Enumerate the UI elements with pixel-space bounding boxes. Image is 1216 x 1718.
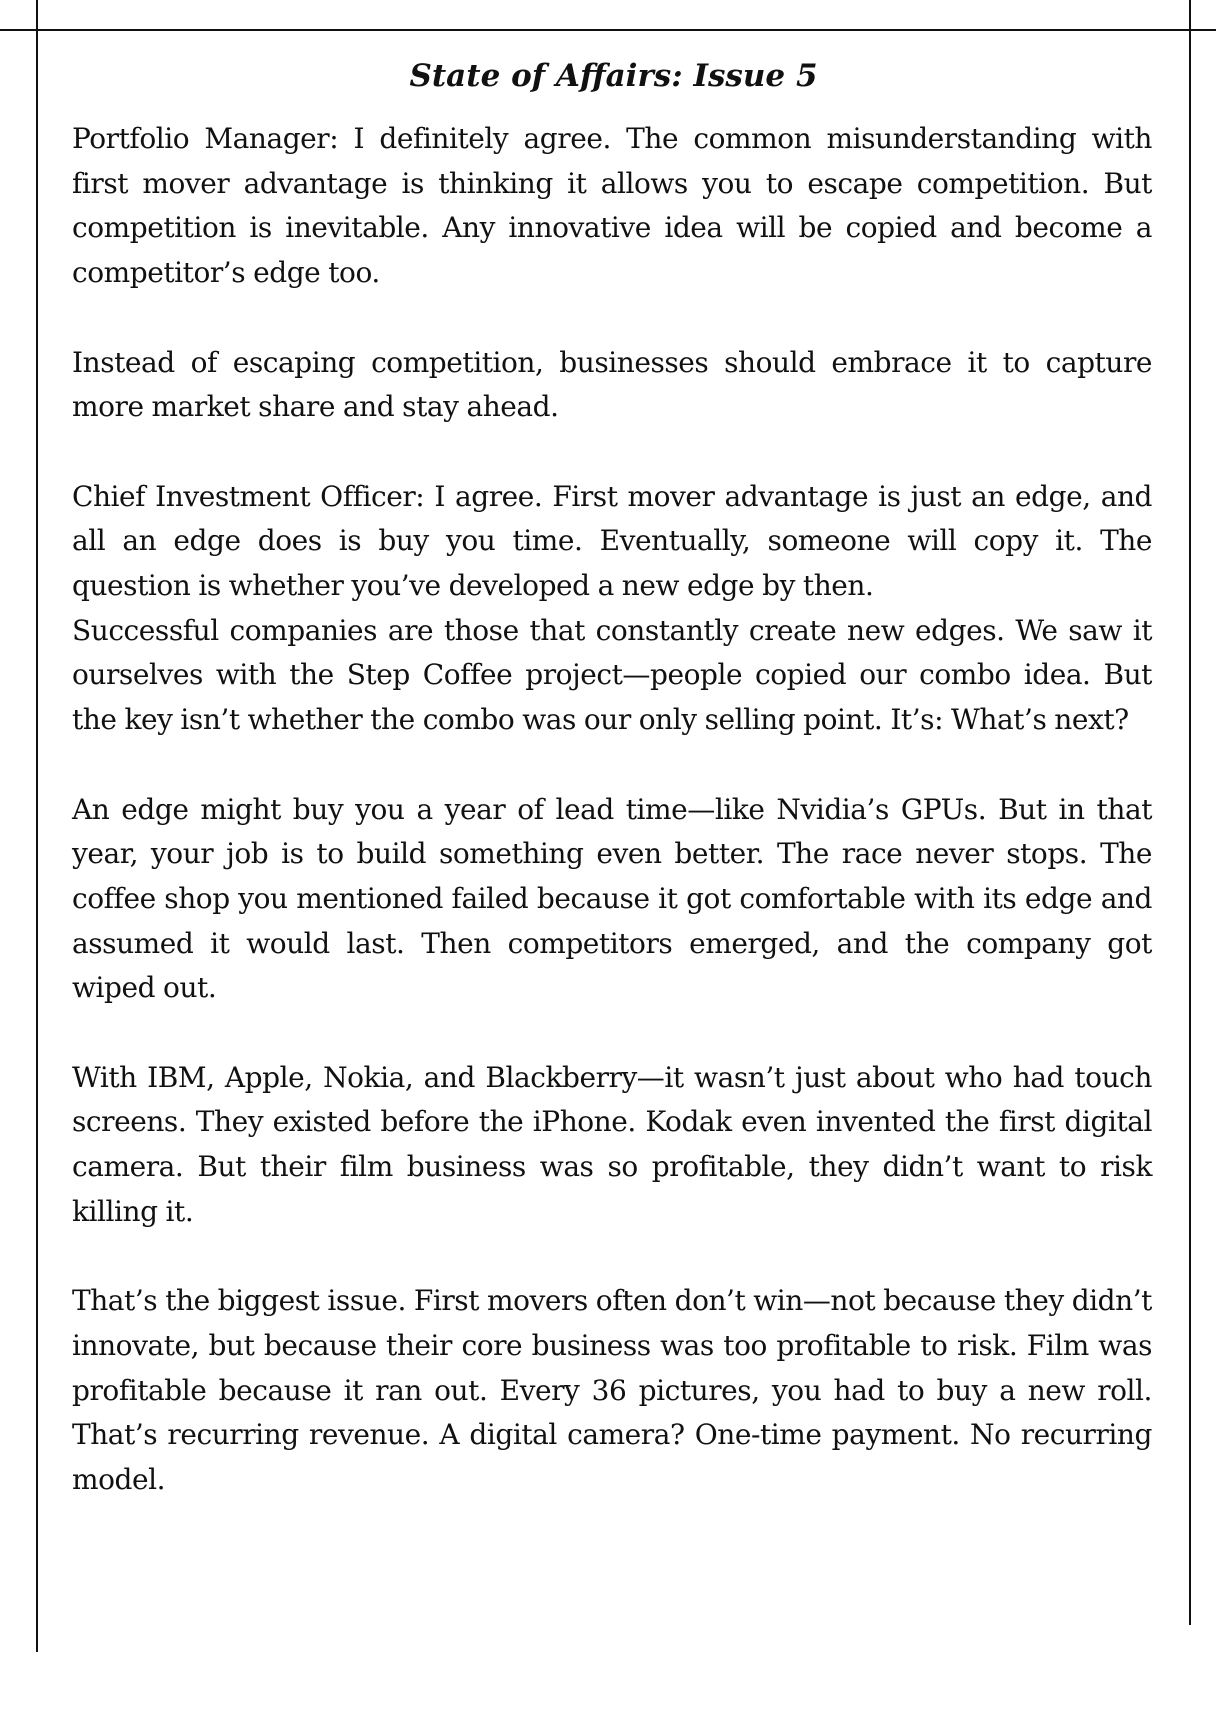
right-border-rule — [1189, 0, 1191, 1625]
left-border-rule — [36, 0, 38, 1652]
paragraph: Successful companies are those that constantly create new edges. We saw it ourselves with the Step Coffee project—people copied our combo idea. But the key isn’t whether the combo was our only selling point. It’s: What’s next? — [72, 613, 1152, 737]
paragraph: That’s the biggest issue. First movers often don’t win—not because they didn’t innovate, but because their core business was too profitable to risk. Film was profitable because it ran out. Every 36 pictures, you had to buy a new roll. That’s recurring revenue. A digital camera? One-time payment. No recurring model. — [72, 1284, 1152, 1497]
document-body — [72, 117, 1152, 1503]
paragraph: An edge might buy you a year of lead time—like Nvidia’s GPUs. But in that year, your job is to build something even better. The race never stops. The coffee shop you mentioned failed because it got comfortable with its edge and assumed it would last. Then competitors emerged, and the company got wiped out. — [72, 792, 1152, 1005]
paragraph: Instead of escaping competition, businesses should embrace it to capture more market share and stay ahead. — [72, 345, 1152, 424]
paragraph: Chief Investment Officer: I agree. First mover advantage is just an edge, and all an edge does is buy you time. Eventually, someone will copy it. The question is whether you’ve developed a new edge by then. — [72, 479, 1152, 602]
page-title: State of Affairs: Issue 5 — [409, 58, 818, 94]
paragraph: Portfolio Manager: I definitely agree. The common misunderstanding with first mover advantage is thinking it allows you to escape competition. But competition is inevitable. Any innovative idea will be copied and become a competitor’s edge too. — [72, 122, 1152, 290]
paragraph: With IBM, Apple, Nokia, and Blackberry—it wasn’t just about who had touch screens. They existed before the iPhone. Kodak even invented the first digital camera. But their film business was so profitable, they didn’t want to risk killing it. — [72, 1060, 1152, 1228]
top-border-rule — [0, 29, 1216, 31]
